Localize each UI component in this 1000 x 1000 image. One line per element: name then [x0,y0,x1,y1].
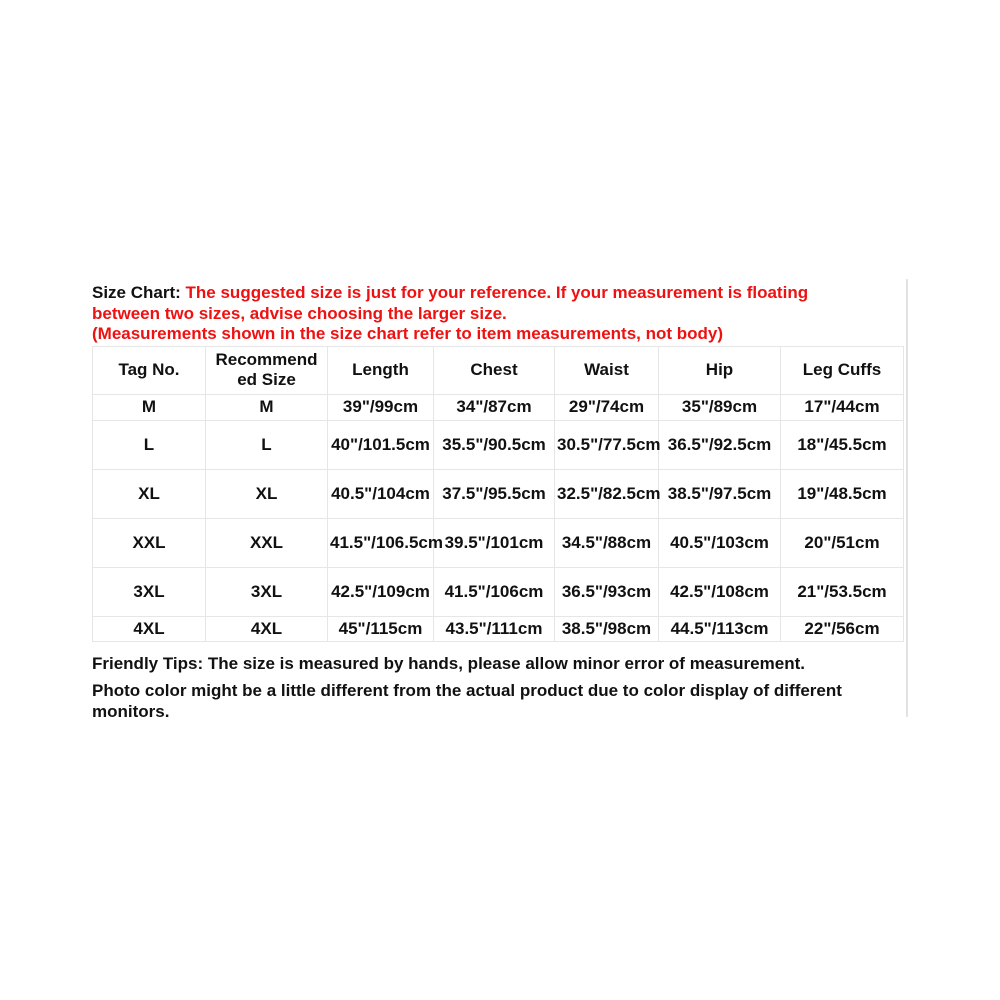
column-header-hip: Hip [659,346,781,394]
cell-tag-no: M [93,394,206,420]
cell-recommended-size: 4XL [206,616,328,641]
cell-tag-no: 4XL [93,616,206,641]
cell-length: 40.5"/104cm [328,469,434,518]
measurement-note: (Measurements shown in the size chart refer to item measurements, not body) [92,324,724,343]
cell-recommended-size: M [206,394,328,420]
cell-length: 39"/99cm [328,394,434,420]
table-row [93,469,904,518]
tips-block [92,653,907,722]
size-table [92,346,904,642]
cell-waist: 36.5"/93cm [555,567,659,616]
table-row [93,616,904,641]
cell-length: 40"/101.5cm [328,420,434,469]
cell-recommended-size: XXL [206,518,328,567]
cell-chest: 43.5"/111cm [434,616,555,641]
cell-tag-no: XL [93,469,206,518]
size-chart-sheet [92,283,907,728]
table-row [93,394,904,420]
table-row [93,518,904,567]
cell-tag-no: L [93,420,206,469]
cell-hip: 42.5"/108cm [659,567,781,616]
cell-leg-cuffs: 19"/48.5cm [781,469,904,518]
cell-length: 45"/115cm [328,616,434,641]
cell-length: 42.5"/109cm [328,567,434,616]
table-row [93,420,904,469]
column-header-recommended-size: Recommend ed Size [206,346,328,394]
cell-waist: 29"/74cm [555,394,659,420]
cell-leg-cuffs: 17"/44cm [781,394,904,420]
cell-tag-no: XXL [93,518,206,567]
cell-hip: 36.5"/92.5cm [659,420,781,469]
table-row [93,567,904,616]
cell-chest: 35.5"/90.5cm [434,420,555,469]
cell-waist: 38.5"/98cm [555,616,659,641]
cell-waist: 32.5"/82.5cm [555,469,659,518]
column-header-length: Length [328,346,434,394]
cell-chest: 41.5"/106cm [434,567,555,616]
cell-hip: 35"/89cm [659,394,781,420]
size-chart-header [92,283,907,345]
cell-length: 41.5"/106.5cm [328,518,434,567]
cell-tag-no: 3XL [93,567,206,616]
cell-waist: 30.5"/77.5cm [555,420,659,469]
header-line-1 [92,283,907,304]
cell-leg-cuffs: 21"/53.5cm [781,567,904,616]
cell-recommended-size: XL [206,469,328,518]
cell-leg-cuffs: 22"/56cm [781,616,904,641]
cell-chest: 34"/87cm [434,394,555,420]
column-header-waist: Waist [555,346,659,394]
cell-waist: 34.5"/88cm [555,518,659,567]
color-disclaimer: Photo color might be a little different from the actual product due to color display of different monitors. [92,680,842,721]
column-header-chest: Chest [434,346,555,394]
cell-chest: 37.5"/95.5cm [434,469,555,518]
cell-recommended-size: 3XL [206,567,328,616]
cell-recommended-size: L [206,420,328,469]
cell-leg-cuffs: 20"/51cm [781,518,904,567]
column-header-leg-cuffs: Leg Cuffs [781,346,904,394]
column-header-tag-no: Tag No. [93,346,206,394]
cell-leg-cuffs: 18"/45.5cm [781,420,904,469]
cell-chest: 39.5"/101cm [434,518,555,567]
cell-hip: 44.5"/113cm [659,616,781,641]
cell-hip: 40.5"/103cm [659,518,781,567]
cell-hip: 38.5"/97.5cm [659,469,781,518]
advice-note: between two sizes, advise choosing the larger size. [92,303,507,323]
reference-note: The suggested size is just for your reference. If your measurement is floating [185,283,809,302]
table-header-row [93,346,904,394]
size-chart-label: Size Chart: [92,283,181,302]
friendly-tips: Friendly Tips: The size is measured by hands, please allow minor error of measurement. [92,653,805,673]
